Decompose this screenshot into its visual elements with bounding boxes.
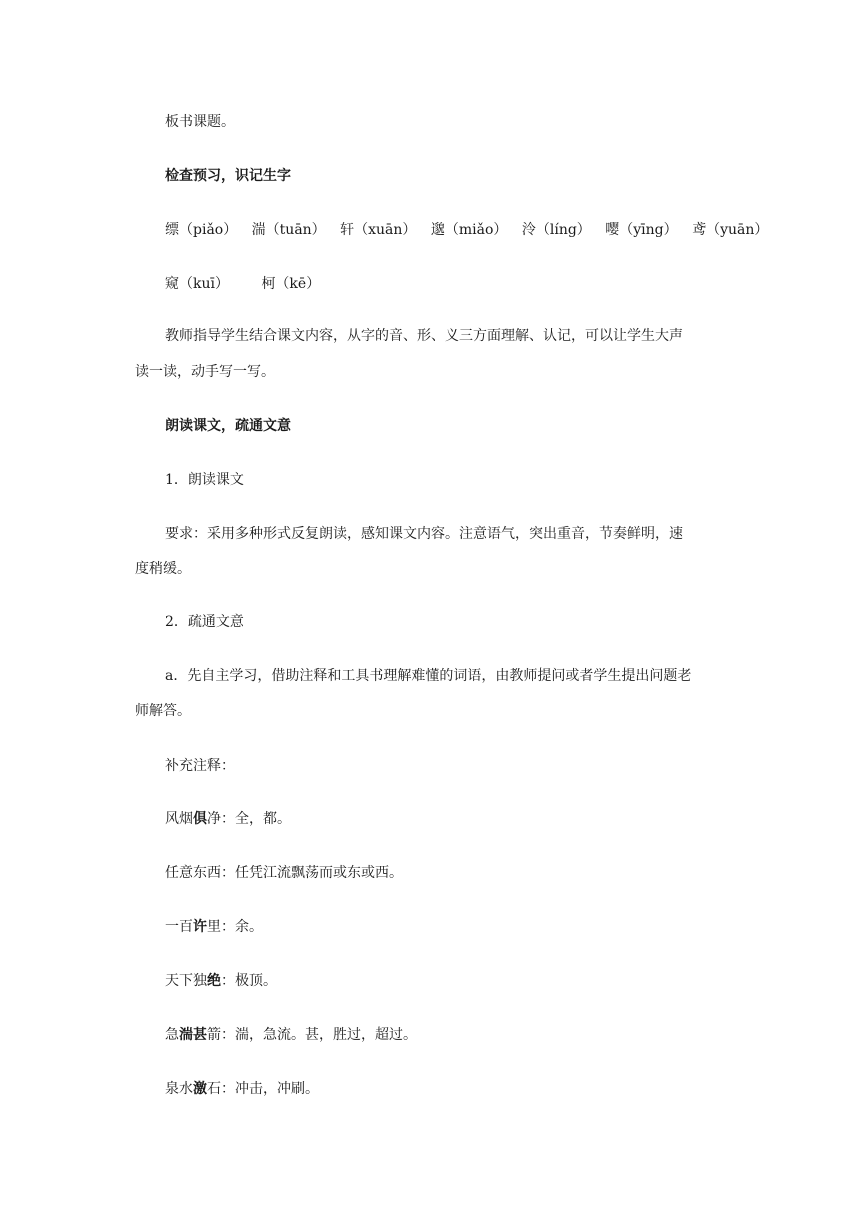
paragraph-blackboard-title: 板书课题。 (165, 114, 235, 130)
pinyin-item: 邈（miǎo） (430, 222, 508, 238)
note-item: 天下独绝：极顶。 (165, 973, 277, 989)
supplementary-notes-heading: 补充注释： (165, 758, 235, 774)
note-item: 急湍甚箭：湍，急流。甚，胜过，超过。 (165, 1027, 417, 1043)
pinyin-item: 湍（tuān） (251, 222, 326, 238)
pinyin-line-1 (165, 220, 778, 240)
note-item: 一百许里：余。 (165, 919, 263, 935)
pinyin-item: 嘤（yīng） (605, 222, 678, 238)
key-character: 许 (193, 919, 207, 935)
pinyin-item: 轩（xuān） (340, 222, 417, 238)
paragraph-teacher-guide-line-1: 教师指导学生结合课文内容，从字的音、形、义三方面理解、认记，可以让学生大声 (165, 328, 683, 344)
subheading-read-aloud: 1．朗读课文 (165, 472, 244, 488)
paragraph-self-study-line-2: 师解答。 (135, 703, 191, 719)
paragraph-requirements-line-2: 度稍缓。 (135, 561, 191, 577)
section-heading-preview: 检查预习，识记生字 (165, 168, 291, 184)
note-item: 泉水激石：冲击，冲刷。 (165, 1081, 319, 1097)
note-item: 任意东西：任凭江流飘荡而或东或西。 (165, 865, 403, 881)
paragraph-requirements-line-1: 要求：采用多种形式反复朗读，感知课文内容。注意语气，突出重音，节奏鲜明，速 (165, 526, 683, 542)
key-character: 激 (193, 1081, 207, 1097)
note-item: 风烟俱净：全，都。 (165, 811, 291, 827)
pinyin-item: 窥（kuī） (165, 276, 229, 292)
paragraph-teacher-guide-line-2: 读一读，动手写一写。 (135, 364, 275, 380)
pinyin-line-2 (165, 274, 330, 294)
key-character: 俱 (193, 811, 207, 827)
key-character: 湍甚 (179, 1027, 207, 1043)
paragraph-self-study-line-1: a．先自主学习，借助注释和工具书理解难懂的词语，由教师提问或者学生提出问题老 (165, 668, 692, 684)
pinyin-item: 鸢（yuān） (692, 222, 769, 238)
pinyin-item: 柯（kē） (261, 276, 321, 292)
subheading-understand-meaning: 2．疏通文意 (165, 614, 244, 630)
section-heading-reading: 朗读课文，疏通文意 (165, 418, 291, 434)
pinyin-item: 泠（líng） (521, 222, 591, 238)
key-character: 绝 (207, 973, 221, 989)
pinyin-item: 缥（piǎo） (165, 222, 238, 238)
